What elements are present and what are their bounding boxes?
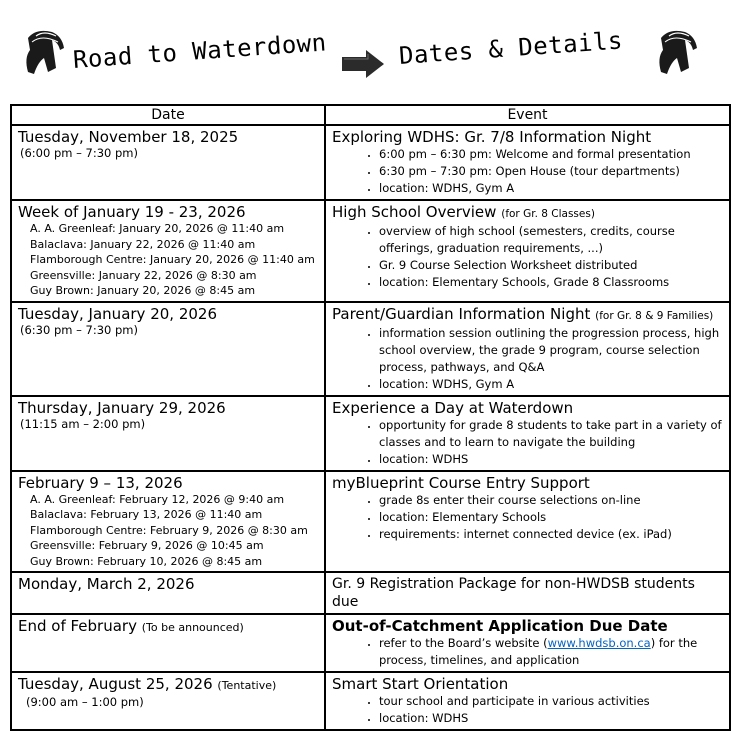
date-text: February 9 – 13, 2026 — [18, 473, 183, 492]
event-column-header: Event — [325, 105, 730, 125]
event-bullets — [332, 146, 723, 197]
road-to-waterdown-title: Road to Waterdown — [72, 28, 328, 74]
event-title — [332, 305, 723, 325]
event-bullets — [332, 635, 723, 669]
list-item: • 6:30 pm – 7:30 pm: Open House (tour departments) — [379, 163, 723, 180]
school-schedule-item: Balaclava: January 22, 2026 @ 11:40 am — [30, 237, 256, 251]
event-title: Experience a Day at Waterdown — [332, 398, 574, 417]
event-note: (for Gr. 8 Classes) — [501, 208, 595, 220]
date-cell — [11, 125, 325, 200]
dates-details-title: Dates & Details — [398, 26, 624, 71]
event-bullets — [332, 417, 723, 468]
bullet-text-before: refer to the Board’s website ( — [379, 636, 548, 650]
bullet-text-after: ) for the process, timelines, and application — [379, 636, 698, 667]
event-cell — [325, 302, 730, 396]
list-item: • grade 8s enter their course selections on-line — [379, 492, 723, 509]
date-text: Thursday, January 29, 2026 — [18, 398, 226, 417]
table-row — [11, 200, 730, 302]
event-bullets — [332, 492, 723, 543]
time-text: (6:30 pm – 7:30 pm) — [20, 322, 138, 337]
school-schedule-item: A. A. Greenleaf: January 20, 2026 @ 11:40 am — [30, 222, 285, 235]
event-title-text: Parent/Guardian Information Night — [332, 304, 591, 323]
date-text-value: End of February — [18, 617, 137, 635]
date-cell — [11, 396, 325, 471]
arrow-right-icon — [340, 48, 386, 80]
school-schedule-item: Greensville: January 22, 2026 @ 8:30 am — [30, 268, 257, 282]
table-row — [11, 471, 730, 573]
school-schedule-item: Guy Brown: January 20, 2026 @ 8:45 am — [30, 284, 256, 297]
list-item: • location: Elementary Schools, Grade 8 Classrooms — [379, 274, 723, 291]
spartan-helmet-icon — [22, 28, 66, 76]
list-item: • location: WDHS, Gym A — [379, 180, 723, 197]
event-cell — [325, 572, 730, 614]
list-item: • location: WDHS — [379, 710, 723, 727]
event-bullets — [332, 223, 723, 291]
school-schedule-item: Flamborough Centre: January 20, 2026 @ 11:40 am — [30, 253, 315, 266]
date-text: Week of January 19 - 23, 2026 — [18, 203, 246, 221]
date-cell — [11, 200, 325, 302]
date-cell — [11, 572, 325, 614]
date-text: Tuesday, November 18, 2025 — [18, 128, 239, 146]
time-text: (6:00 pm – 7:30 pm) — [20, 146, 138, 160]
list-item: • 6:00 pm – 6:30 pm: Welcome and formal presentation — [379, 146, 723, 163]
event-title: Out-of-Catchment Application Due Date — [332, 617, 668, 635]
hwdsb-website-link[interactable]: www.hwdsb.on.ca — [547, 636, 651, 650]
event-note: (for Gr. 8 & 9 Families) — [595, 309, 714, 322]
table-row — [11, 302, 730, 396]
date-note: (Tentative) — [217, 679, 277, 692]
event-cell — [325, 200, 730, 302]
list-item: • location: WDHS, Gym A — [379, 376, 723, 393]
time-text: (11:15 am – 2:00 pm) — [20, 416, 146, 431]
list-item: • overview of high school (semesters, credits, course offerings, graduation requirements, ...) — [379, 223, 723, 257]
event-title: Smart Start Orientation — [332, 675, 509, 693]
event-cell — [325, 396, 730, 471]
school-schedule-item: Flamborough Centre: February 9, 2026 @ 8:30 am — [30, 523, 308, 537]
school-schedule-item: A. A. Greenleaf: February 12, 2026 @ 9:40 am — [30, 492, 285, 506]
date-text-value: Tuesday, August 25, 2026 — [18, 675, 213, 693]
page-header — [0, 0, 747, 100]
event-bullets — [332, 325, 723, 393]
date-note: (To be announced) — [141, 621, 244, 634]
schedule-table — [10, 104, 731, 731]
event-cell — [325, 471, 730, 573]
event-cell — [325, 614, 730, 672]
date-text — [18, 675, 318, 695]
school-schedule-item: Balaclava: February 13, 2026 @ 11:40 am — [30, 508, 263, 521]
list-item: • opportunity for grade 8 students to take part in a variety of classes and to learn to navigate the building — [379, 417, 723, 451]
list-item: • location: Elementary Schools — [379, 509, 723, 526]
list-item: • tour school and participate in various activities — [379, 693, 723, 710]
event-title-text: High School Overview — [332, 203, 497, 221]
event-cell — [325, 672, 730, 730]
school-schedule-item: Greensville: February 9, 2026 @ 10:45 am — [30, 539, 264, 552]
spartan-helmet-icon — [655, 28, 699, 76]
list-item: • location: WDHS — [379, 451, 723, 468]
event-title: myBlueprint Course Entry Support — [332, 473, 590, 492]
list-item: • information session outlining the progression process, high school overview, the grade 9 program, course selection process, pathways, and Q&A — [379, 325, 723, 376]
date-cell — [11, 471, 325, 573]
date-cell — [11, 672, 325, 730]
event-title: Exploring WDHS: Gr. 7/8 Information Night — [332, 128, 652, 146]
list-item — [379, 635, 723, 669]
table-row — [11, 572, 730, 614]
table-row — [11, 672, 730, 730]
date-cell — [11, 614, 325, 672]
table-header-row — [11, 105, 730, 125]
event-cell — [325, 125, 730, 200]
date-column-header: Date — [11, 105, 325, 125]
list-item: • Gr. 9 Course Selection Worksheet distributed — [379, 257, 723, 274]
event-title — [332, 203, 723, 223]
school-schedule-item: Guy Brown: February 10, 2026 @ 8:45 am — [30, 554, 263, 568]
table-row — [11, 125, 730, 200]
table-row — [11, 396, 730, 471]
list-item: • requirements: internet connected device (ex. iPad) — [379, 526, 723, 543]
time-text: (9:00 am – 1:00 pm) — [26, 695, 144, 709]
event-title: Gr. 9 Registration Package for non-HWDSB students due — [332, 576, 695, 610]
date-text: Tuesday, January 20, 2026 — [18, 304, 217, 323]
table-row — [11, 614, 730, 672]
date-text — [18, 617, 318, 637]
date-cell — [11, 302, 325, 396]
event-bullets — [332, 693, 723, 727]
date-text: Monday, March 2, 2026 — [18, 575, 195, 593]
